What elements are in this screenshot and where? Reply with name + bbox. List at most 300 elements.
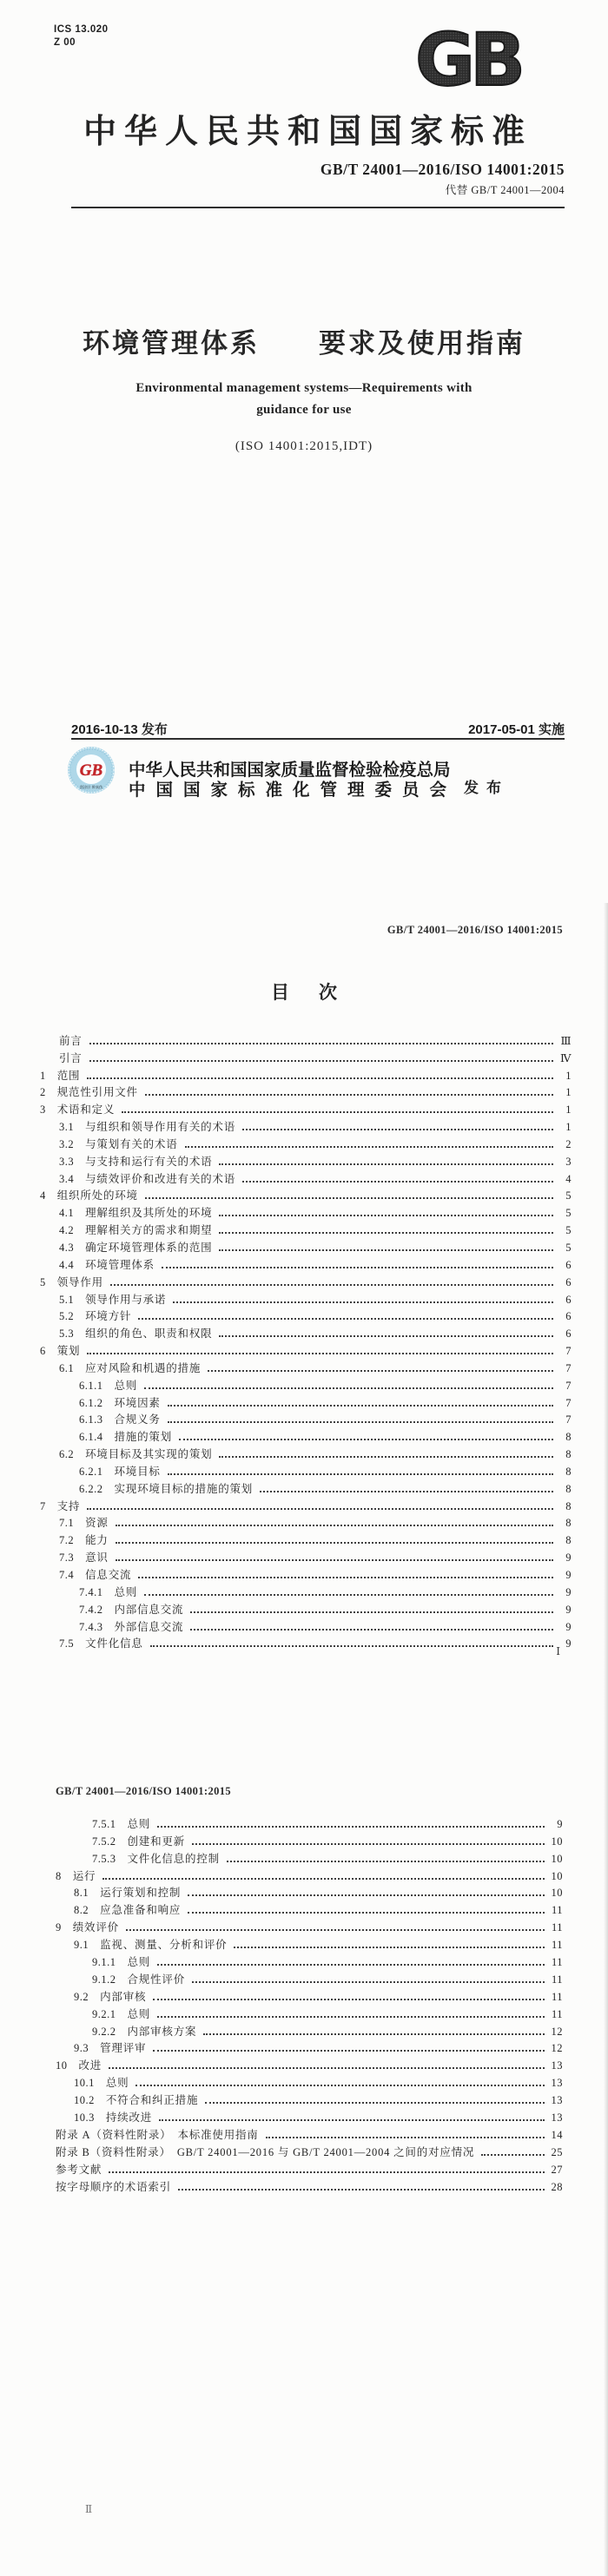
toc-entry-page: 5 (565, 1224, 572, 1237)
toc-entry-number: 7.5.3 (92, 1852, 116, 1865)
toc-entry-page: 13 (551, 2112, 563, 2125)
toc-entry-number: 9.1.2 (92, 1973, 116, 1986)
toc-entry-label: 内部审核方案 (127, 2025, 197, 2038)
toc-entry (40, 1617, 572, 1634)
toc-entry-page: 6 (565, 1275, 572, 1288)
toc-entry (40, 1255, 572, 1272)
toc-entry-page: 9 (565, 1552, 572, 1565)
toc-entry-label: 资源 (85, 1517, 109, 1530)
toc-entry-page: 1 (565, 1104, 572, 1117)
toc-entry-page: 5 (565, 1189, 572, 1202)
toc-entry (56, 1917, 563, 1934)
toc-entry (40, 1272, 572, 1289)
toc-entry (56, 2177, 563, 2194)
dot-leader (138, 1318, 553, 1320)
toc-entry-label: 前言 (59, 1034, 83, 1047)
document-title-chinese: 环境管理体系 要求及使用指南 (83, 328, 525, 359)
dot-leader (145, 1197, 553, 1199)
toc-entry-page: 5 (565, 1241, 572, 1254)
folio-roman-two: Ⅱ (85, 2503, 93, 2515)
dot-leader (208, 1370, 553, 1372)
toc-entry (40, 1444, 572, 1461)
toc-entry (56, 1831, 563, 1848)
toc-entry (56, 2142, 563, 2159)
toc-entry-number: 4 (40, 1189, 46, 1202)
publish-label: 发布 (464, 780, 509, 796)
toc-entry-label: 改进 (78, 2059, 102, 2072)
dot-leader (234, 1947, 545, 1948)
toc-entry-number: 3.4 (59, 1172, 75, 1185)
dot-leader (219, 1335, 553, 1337)
dot-leader (192, 1843, 545, 1845)
toc-entry-label: 绩效评价 (72, 1921, 119, 1934)
toc-entry-number: 3 (40, 1104, 46, 1117)
toc-entry (40, 1513, 572, 1531)
toc-entry-number: 7.5.2 (92, 1835, 116, 1848)
toc-entry-page: 10 (551, 1887, 563, 1900)
toc-entry-label: 策划 (56, 1345, 81, 1358)
dot-leader (173, 1301, 553, 1303)
toc-entry-number: 10.3 (74, 2112, 95, 2125)
toc-entry-number: 4.4 (59, 1258, 75, 1271)
dot-leader (179, 1439, 553, 1440)
toc-entry-page: 7 (565, 1396, 572, 1409)
ics-code: ICS 13.020 (54, 24, 109, 35)
ics-classification (54, 23, 109, 49)
superseded-standard-note: 代替 GB/T 24001—2004 (445, 184, 565, 196)
toc-entry-number: 9 (56, 1921, 62, 1934)
toc-entry-label: 环境方针 (85, 1310, 132, 1323)
toc-entry (40, 1479, 572, 1496)
toc-entry (40, 1426, 572, 1444)
toc-entry-label: 管理评审 (100, 2042, 147, 2055)
toc-entry-page: 13 (551, 2077, 563, 2090)
toc-entry (56, 1952, 563, 1969)
toc-entry-page: 27 (551, 2163, 563, 2176)
dot-leader (266, 2137, 545, 2138)
toc-entry-page: 13 (551, 2059, 563, 2072)
dot-leader (87, 1077, 553, 1079)
toc-entry-page: 9 (557, 1817, 563, 1830)
toc-entry-page: 8 (565, 1499, 572, 1512)
dot-leader (116, 1542, 553, 1544)
toc-entry-number: 3.2 (59, 1137, 75, 1150)
toc-entry (40, 1220, 572, 1237)
toc-entry-page: 25 (551, 2145, 563, 2158)
scan-edge-shadow (604, 903, 608, 2576)
iso-identical-note: (ISO 14001:2015,IDT) (235, 439, 373, 453)
dot-leader (190, 1629, 553, 1631)
dot-leader (162, 1267, 553, 1268)
running-header-page2: GB/T 24001—2016/ISO 14001:2015 (56, 1785, 232, 1797)
toc-entry-number: 7.4.3 (79, 1620, 103, 1633)
toc-entry-page: 9 (565, 1585, 572, 1598)
dot-leader (192, 1981, 545, 1983)
toc-entry (40, 1169, 572, 1186)
toc-entry (56, 1934, 563, 1952)
toc-list-page2 (56, 1814, 563, 2194)
dot-leader (185, 1146, 553, 1148)
toc-entry (40, 1565, 572, 1582)
dot-leader (219, 1456, 553, 1458)
toc-entry-label: 与绩效评价和改进有关的术语 (85, 1172, 236, 1185)
toc-entry-page: Ⅲ (560, 1034, 572, 1047)
toc-entry-label: 引言 (59, 1051, 83, 1064)
dot-leader (168, 1473, 553, 1475)
toc-entry (56, 2021, 563, 2039)
national-standard-title: 中华人民共和国国家标准 (83, 114, 532, 150)
toc-entry (40, 1031, 572, 1048)
toc-entry-number: 8.1 (74, 1887, 89, 1900)
toc-entry (40, 1582, 572, 1599)
toc-entry-number: 6.1.1 (79, 1379, 103, 1392)
toc-entry (40, 1186, 572, 1203)
toc-entry-page: 9 (565, 1620, 572, 1633)
toc-entry-number: 9.2.1 (92, 2007, 116, 2020)
dot-leader (109, 2067, 545, 2069)
toc-entry-label: 合规性评价 (127, 1973, 186, 1986)
toc-entry-page: 8 (565, 1517, 572, 1530)
toc-entry-number: 4.2 (59, 1224, 75, 1237)
dot-leader (178, 2189, 545, 2191)
toc-entry-number: 6.2.2 (79, 1482, 103, 1495)
toc-entry-page: 8 (565, 1465, 572, 1478)
toc-entry-label: 环境目标及其实现的策划 (85, 1448, 213, 1461)
dot-leader (116, 1525, 553, 1526)
toc-entry-page: 6 (565, 1258, 572, 1271)
toc-entry-label: 理解相关方的需求和期望 (85, 1224, 213, 1237)
dates-divider-line (71, 738, 565, 740)
toc-entry (56, 2039, 563, 2056)
dot-leader (481, 2154, 545, 2156)
toc-entry-page: 3 (565, 1155, 572, 1168)
toc-entry-label: 文件化信息 (85, 1637, 143, 1650)
seal-caption: 刮涂层 辨真伪 (79, 785, 103, 789)
dot-leader (87, 1508, 553, 1510)
toc-entry-number: 6.2.1 (79, 1465, 103, 1478)
dot-leader (205, 2102, 545, 2104)
toc-entry-number: 7.5 (59, 1637, 75, 1650)
dot-leader (168, 1405, 553, 1407)
dot-leader (144, 1594, 553, 1596)
dot-leader (168, 1421, 553, 1423)
toc-entry-number: 7 (40, 1499, 46, 1512)
dot-leader (159, 2119, 545, 2121)
toc-entry (40, 1099, 572, 1117)
toc-entry-page: 5 (565, 1207, 572, 1220)
toc-entry (40, 1237, 572, 1255)
toc-entry-page: 7 (565, 1361, 572, 1374)
china-class-code: Z 00 (54, 37, 76, 48)
toc-entry (40, 1048, 572, 1065)
dot-leader (188, 1912, 545, 1914)
toc-entry (40, 1134, 572, 1151)
toc-entry-number: 3.3 (59, 1155, 75, 1168)
dot-leader (157, 1826, 545, 1828)
toc-entry-page: 11 (551, 1956, 563, 1969)
toc-entry (56, 1969, 563, 1986)
toc-entry-label: 规范性引用文件 (56, 1086, 138, 1099)
toc-entry (40, 1083, 572, 1100)
toc-entry-page: 8 (565, 1534, 572, 1547)
toc-entry (56, 2090, 563, 2107)
toc-entry-page: 8 (565, 1448, 572, 1461)
folio-roman-one: Ⅰ (556, 1645, 560, 1657)
toc-entry-label: 内部审核 (100, 1990, 147, 2003)
toc-entry-number: 5.3 (59, 1328, 75, 1341)
toc-entry-label: 范围 (56, 1069, 81, 1082)
toc-entry-page: 7 (565, 1379, 572, 1392)
toc-entry-page: 10 (551, 1852, 563, 1865)
toc-entry-number: 5.1 (59, 1293, 75, 1306)
cover-divider-line (71, 207, 565, 208)
toc-entry-number: 7.3 (59, 1552, 75, 1565)
toc-entry-page: 11 (551, 1904, 563, 1917)
toc-entry-page: 11 (551, 1939, 563, 1952)
toc-entry-label: 内部信息交流 (114, 1603, 184, 1616)
toc-entry-page: 1 (565, 1086, 572, 1099)
toc-entry-page: 12 (551, 2025, 563, 2038)
issue-implementation-dates (71, 720, 565, 738)
toc-entry-page: 6 (565, 1293, 572, 1306)
toc-entry-label: 外部信息交流 (114, 1620, 184, 1633)
dot-leader (227, 1861, 545, 1862)
toc-entry-number: 6.1.3 (79, 1413, 103, 1426)
toc-entry-label: 环境目标 (114, 1465, 161, 1478)
toc-entry-number: 4.3 (59, 1241, 75, 1254)
toc-entry-label: 支持 (56, 1499, 81, 1512)
toc-entry-page: 8 (565, 1482, 572, 1495)
toc-entry-number: 3.1 (59, 1121, 75, 1134)
toc-title: 目次 (271, 982, 367, 1003)
issuer-line-sac: 中国国家标准化管理委员会 (129, 781, 458, 800)
toc-entry-label: 运行策划和控制 (100, 1887, 182, 1900)
toc-entry-label: 术语和定义 (56, 1104, 116, 1117)
toc-entry-page: 11 (551, 2007, 563, 2020)
toc-entry-label: 措施的策划 (114, 1431, 173, 1444)
document-title-english-line1: Environmental management systems—Requirements with (135, 381, 473, 395)
anti-counterfeit-seal-icon (67, 746, 116, 794)
toc-entry (40, 1202, 572, 1220)
toc-entry-page: 8 (565, 1431, 572, 1444)
toc-entry (56, 1883, 563, 1901)
toc-entry-label: 应对风险和机遇的措施 (85, 1361, 202, 1374)
toc-entry-page: 7 (565, 1345, 572, 1358)
toc-entry (40, 1065, 572, 1083)
toc-entry-number: 8 (56, 1869, 62, 1882)
toc-entry (56, 2159, 563, 2177)
dot-leader (219, 1232, 553, 1234)
toc-entry-number: 7.2 (59, 1534, 75, 1547)
dot-leader (260, 1491, 553, 1492)
toc-entry-label: 组织的角色、职责和权限 (85, 1328, 213, 1341)
toc-entry (56, 1866, 563, 1883)
toc-entry-label: 总则 (114, 1585, 138, 1598)
dot-leader (102, 1878, 545, 1880)
toc-entry-page: 10 (551, 1869, 563, 1882)
seal-gb-mark: GB (79, 761, 103, 780)
toc-entry-number: 6.1.4 (79, 1431, 103, 1444)
toc-entry-number: 1 (40, 1069, 46, 1082)
toc-entry-number: 6.1.2 (79, 1396, 103, 1409)
toc-entry-number: 9.2.2 (92, 2025, 116, 2038)
dot-leader (242, 1181, 553, 1183)
gb-logo-letters: GB (415, 24, 520, 94)
dot-leader (153, 2050, 545, 2052)
toc-entry-label: 附录 B（资料性附录） GB/T 24001—2016 与 GB/T 24001—2004 之间的对应情况 (56, 2145, 475, 2158)
toc-entry-number: 6 (40, 1345, 46, 1358)
toc-entry-label: 按字母顺序的术语索引 (56, 2180, 172, 2193)
dot-leader (190, 1611, 553, 1613)
toc-entry (40, 1547, 572, 1565)
toc-entry-page: 1 (565, 1121, 572, 1134)
dot-leader (242, 1129, 553, 1130)
toc-entry-page: 2 (565, 1137, 572, 1150)
toc-entry-number: 2 (40, 1086, 46, 1099)
toc-entry (40, 1375, 572, 1393)
toc-entry-page: 11 (551, 1921, 563, 1934)
toc-entry (56, 2107, 563, 2125)
toc-entry-label: 总则 (105, 2077, 129, 2090)
toc-entry-label: 与支持和运行有关的术语 (85, 1155, 213, 1168)
toc-entry (56, 2055, 563, 2072)
toc-entry-number: 5 (40, 1275, 46, 1288)
dot-leader (219, 1249, 553, 1251)
toc-entry-label: 总则 (127, 2007, 151, 2020)
toc-entry-number: 7.1 (59, 1517, 75, 1530)
toc-entry-page: 9 (565, 1637, 572, 1650)
dot-leader (116, 1559, 553, 1561)
toc-entry (56, 1900, 563, 1917)
document-title-english-line2: guidance for use (256, 403, 352, 417)
toc-entry (40, 1410, 572, 1427)
toc-entry (40, 1393, 572, 1410)
toc-entry-number: 6.2 (59, 1448, 75, 1461)
dot-leader (135, 2085, 545, 2086)
implementation-date: 2017-05-01 实施 (468, 722, 565, 737)
dot-leader (89, 1043, 553, 1044)
toc-entry-number: 9.3 (74, 2042, 89, 2055)
toc-entry (40, 1496, 572, 1513)
toc-entry-label: 不符合和纠正措施 (105, 2094, 199, 2107)
toc-entry-page: Ⅳ (560, 1051, 572, 1064)
dot-leader (122, 1111, 553, 1113)
toc-entry-label: 参考文献 (56, 2163, 102, 2176)
dot-leader (144, 1387, 553, 1389)
toc-entry-label: 总则 (127, 1817, 151, 1830)
toc-entry-label: 总则 (127, 1956, 151, 1969)
toc-entry-page: 12 (551, 2042, 563, 2055)
toc-entry-label: 领导作用 (56, 1275, 103, 1288)
dot-leader (219, 1163, 553, 1165)
toc-entry-page: 11 (551, 1973, 563, 1986)
toc-entry-label: 组织所处的环境 (56, 1189, 138, 1202)
toc-entry-label: 应急准备和响应 (100, 1904, 182, 1917)
dot-leader (126, 1929, 545, 1931)
toc-entry-page: 1 (565, 1069, 572, 1082)
toc-entry-label: 总则 (114, 1379, 138, 1392)
toc-entry-number: 7.4.1 (79, 1585, 103, 1598)
toc-entry-number: 9.1 (74, 1939, 89, 1952)
dot-leader (145, 1094, 553, 1096)
toc-entry-page: 14 (551, 2128, 563, 2141)
dot-leader (87, 1353, 553, 1354)
toc-entry-number: 8.2 (74, 1904, 89, 1917)
toc-entry-label: 监视、测量、分析和评价 (100, 1939, 228, 1952)
toc-entry-page: 4 (565, 1172, 572, 1185)
toc-entry-label: 能力 (85, 1534, 109, 1547)
toc-entry (40, 1323, 572, 1341)
toc-entry-label: 理解组织及其所处的环境 (85, 1207, 213, 1220)
toc-entry (40, 1151, 572, 1169)
toc-entry (40, 1461, 572, 1479)
dot-leader (188, 1894, 545, 1896)
dot-leader (138, 1577, 553, 1578)
toc-entry (56, 1986, 563, 2004)
toc-entry-page: 9 (565, 1569, 572, 1581)
dot-leader (157, 1964, 545, 1966)
toc-entry-page: 6 (565, 1310, 572, 1323)
dot-leader (219, 1215, 553, 1216)
toc-entry (40, 1289, 572, 1307)
dot-leader (110, 1284, 553, 1286)
dot-leader (109, 2171, 545, 2173)
toc-entry (56, 1848, 563, 1866)
dot-leader (89, 1060, 553, 1062)
toc-entry (40, 1358, 572, 1375)
issue-date: 2016-10-13 发布 (71, 722, 168, 737)
toc-entry (40, 1341, 572, 1358)
toc-entry (56, 1814, 563, 1831)
toc-entry-label: 与组织和领导作用有关的术语 (85, 1121, 236, 1134)
gb-standard-logo-icon (413, 24, 545, 94)
dot-leader (157, 2016, 545, 2018)
toc-entry (40, 1634, 572, 1651)
issuing-authority-block (129, 761, 460, 800)
toc-entry (56, 2072, 563, 2090)
toc-entry-number: 10.2 (74, 2094, 95, 2107)
toc-entry-page: 9 (565, 1603, 572, 1616)
dot-leader (153, 1999, 545, 2000)
toc-entry-number: 10.1 (74, 2077, 95, 2090)
toc-entry (56, 2004, 563, 2021)
toc-entry-page: 10 (551, 1835, 563, 1848)
toc-entry-label: 环境因素 (114, 1396, 161, 1409)
toc-entry-number: 7.4.2 (79, 1603, 103, 1616)
toc-entry-number: 5.2 (59, 1310, 75, 1323)
toc-entry-number: 6.1 (59, 1361, 75, 1374)
issuer-line-aqsiq: 中华人民共和国国家质量监督检验检疫总局 (129, 761, 451, 780)
toc-entry-page: 11 (551, 1990, 563, 2003)
toc-entry (40, 1117, 572, 1134)
toc-entry-page: 28 (551, 2180, 563, 2193)
toc-entry-label: 创建和更新 (127, 1835, 186, 1848)
toc-entry-number: 9.2 (74, 1990, 89, 2003)
toc-entry-label: 实现环境目标的措施的策划 (114, 1482, 254, 1495)
toc-entry-label: 意识 (85, 1552, 109, 1565)
toc-entry-label: 与策划有关的术语 (85, 1137, 178, 1150)
toc-entry-page: 13 (551, 2094, 563, 2107)
toc-entry (40, 1530, 572, 1547)
dot-leader (150, 1645, 553, 1647)
toc-entry-label: 持续改进 (105, 2112, 153, 2125)
toc-entry-label: 环境管理体系 (85, 1258, 155, 1271)
toc-entry-number: 7.5.1 (92, 1817, 116, 1830)
toc-entry-page: 7 (565, 1413, 572, 1426)
toc-entry-label: 文件化信息的控制 (127, 1852, 220, 1865)
toc-entry-label: 确定环境管理体系的范围 (85, 1241, 213, 1254)
toc-entry (40, 1307, 572, 1324)
